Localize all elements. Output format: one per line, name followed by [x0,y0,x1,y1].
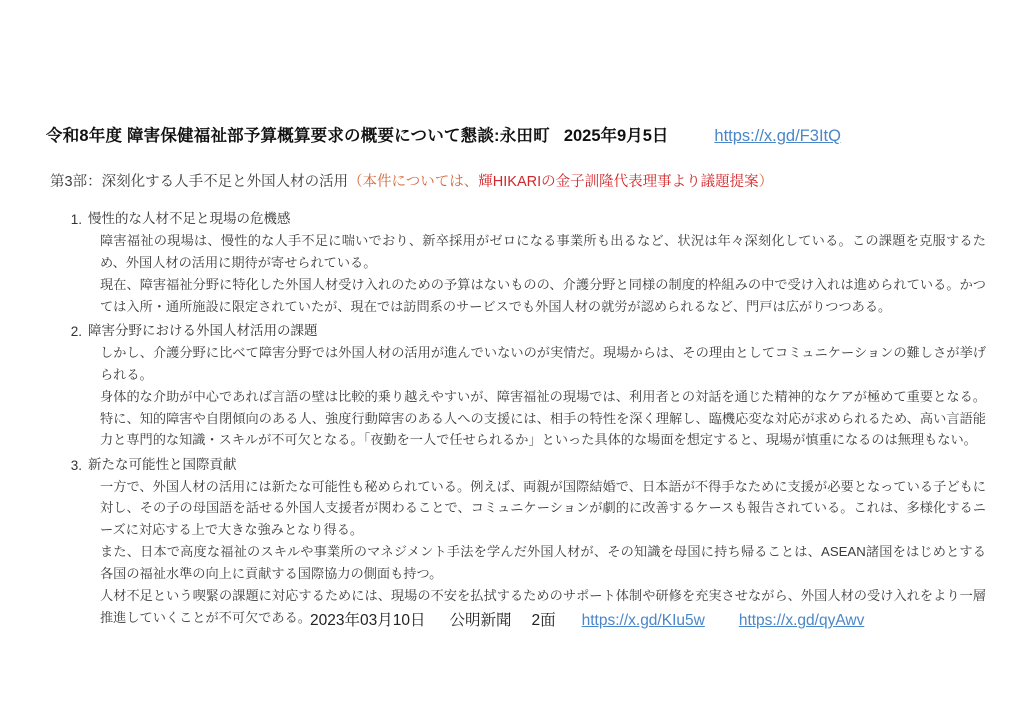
list-item-body [82,208,990,318]
section-note-highlight: 輝HIKARIの金子訓隆代表理事より議題提案 [478,174,759,190]
list-item-title: 慢性的な人材不足と現場の危機感 [88,211,291,226]
paragraph: 一方で、外国人材の活用には新たな可能性も秘められている。例えば、両親が国際結婚で、日本語が不得手なために支援が必要となっている子どもに対し、その子の母国語を話せる外国人支援者が関わることで、コミュニケーションが劇的に改善するケースも報告されている。これは、多様化するニーズに対応する上で大きな強みとなり得る。 [100,478,986,537]
header-date: 2025年9月5日 [563,127,669,145]
paragraph: 現在、障害福祉分野に特化した外国人材受け入れのための予算はないものの、介護分野と同様の制度的枠組みの中で受け入れは進められている。かつては入所・通所施設に限定されていたが、現在では訪問系のサービスでも外国人材の就労が認められるなど、門戸は広がりつつある。 [100,277,986,314]
list-item-title: 新たな可能性と国際貢献 [88,456,237,472]
paragraph: また、日本で高度な福祉のスキルや事業所のマネジメント手法を学んだ外国人材が、その知識を母国に持ち帰ることは、ASEAN諸国をはじめとする各国の福祉水準の向上に貢献する国際協力の側面も持つ。 [100,544,986,581]
header-link[interactable]: https://x.gd/F3ItQ [714,127,841,145]
numbered-list [52,208,990,631]
paragraph: 人材不足という喫緊の課題に対応するためには、現場の不安を払拭するためのサポート体制や研修を充実させながら、外国人材の受け入れをより一層推進していくことが不可欠である。 [100,588,986,625]
paragraph: しかし、介護分野に比べて障害分野では外国人材の活用が進んでいないのが実情だ。現場からは、その理由としてコミュニケーションの難しさが挙げられる。 [100,345,986,382]
paragraph: 障害福祉の現場は、慢性的な人手不足に喘いでおり、新卒採用がゼロになる事業所も出るなど、状況は年々深刻化している。この課題を克服するため、外国人材の活用に期待が寄せられている。 [100,233,986,270]
section-note-close: ） [758,174,774,190]
page-title: 令和8年度 障害保健福祉部予算概算要求の概要について懇談:永田町 [46,127,550,145]
list-item-number: 1. [70,212,82,227]
list-item-body [82,320,990,452]
list-item-body [82,454,990,630]
list-item-number: 2. [70,324,82,339]
list-item-number: 3. [70,457,82,473]
paragraph: 身体的な介助が中心であれば言語の壁は比較的乗り越えやすいが、障害福祉の現場では、利用者との対話を通じた精神的なケアが極めて重要となる。特に、知的障害や自閉傾向のある人、強度行動障害のある人への支援には、相手の特性を深く理解し、臨機応変な対応が求められるため、高い言語能力と専門的な知識・スキルが不可欠となる。「夜勤を一人で任せられるか」といった具体的な場面を想定すると、現場が慎重になるのは無理もない。 [100,389,986,447]
footer-date: 2023年03月10日 [310,612,426,629]
list-item-title: 障害分野における外国人材活用の課題 [88,323,318,338]
section-heading [50,170,773,191]
footer-link-1[interactable]: https://x.gd/KIu5w [581,612,705,629]
document-header [46,122,986,146]
section-label: 第3部：深刻化する人手不足と外国人材の活用 [50,174,349,190]
footer-link-2[interactable]: https://x.gd/qyAwv [738,612,865,629]
footer-source: 公明新聞 [449,612,512,629]
list-item [52,320,990,452]
footer-page-number: 2面 [531,612,556,629]
section-note-open: （本件については、 [348,174,479,190]
document-footer [310,608,864,630]
list-item [52,454,990,630]
list-item [52,208,990,318]
